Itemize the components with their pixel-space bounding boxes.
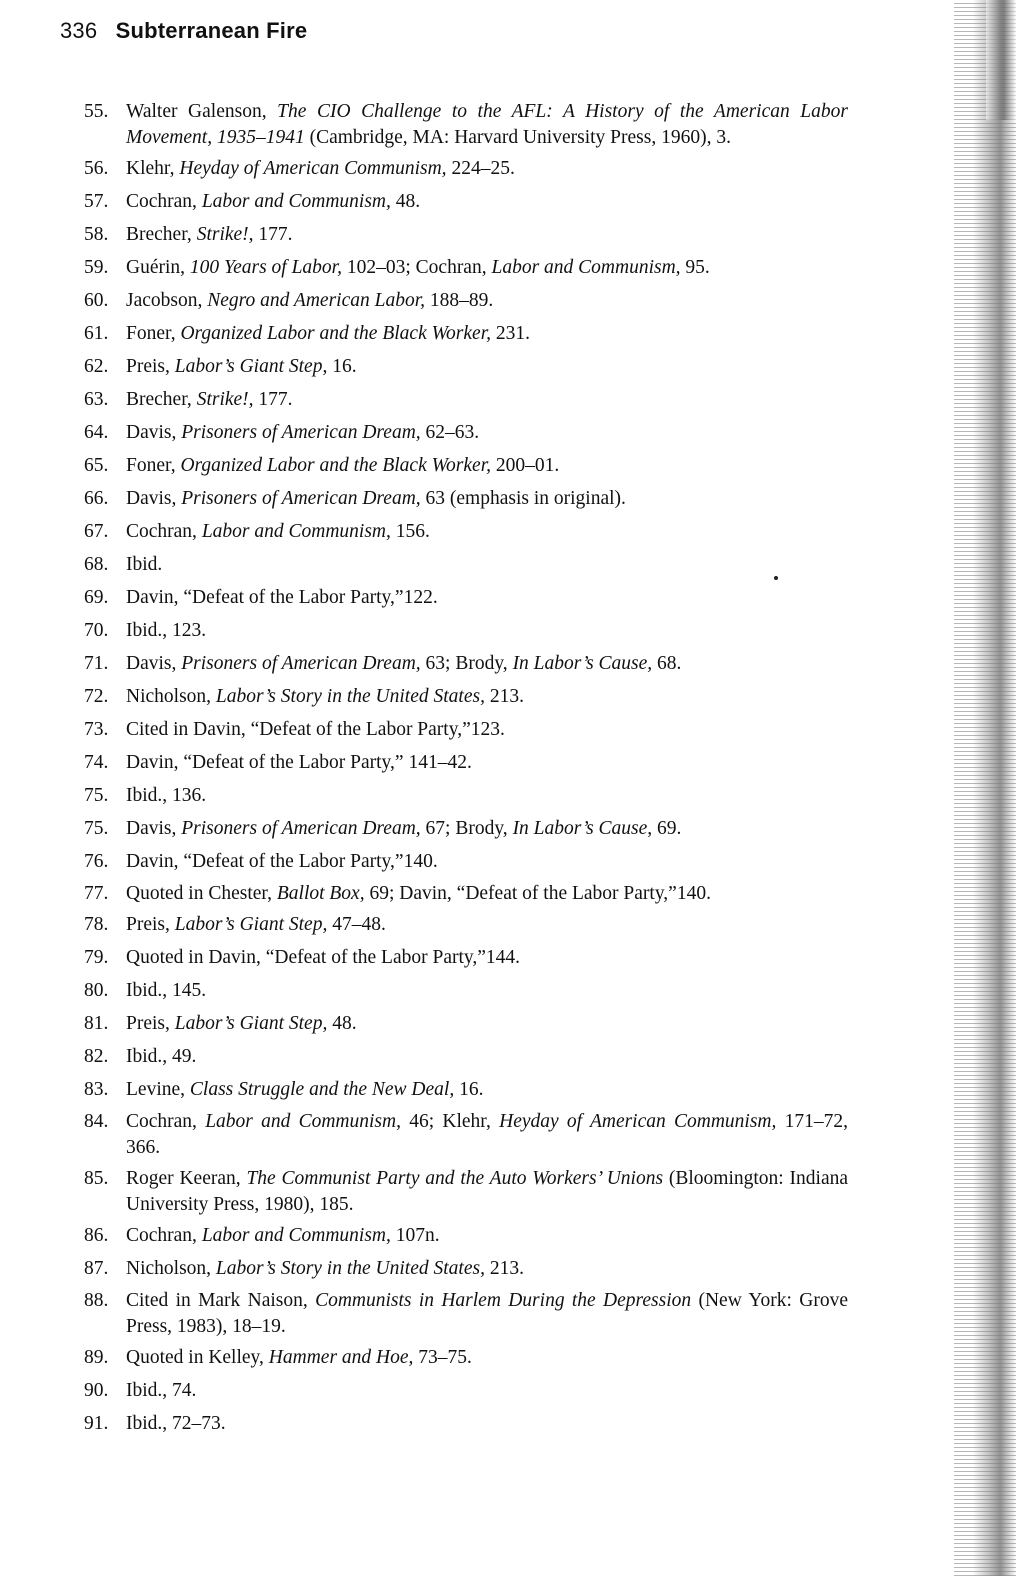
note-title: Strike!, (196, 389, 254, 411)
note-text: Davin, “Defeat of the Labor Party,”122. (126, 587, 438, 609)
note-title: Labor’s Giant Step, (174, 1013, 328, 1035)
note-80 (84, 977, 848, 1006)
note-text: Cochran, (126, 1225, 202, 1247)
note-number: 76. (84, 851, 109, 873)
note-text: Cochran, (126, 191, 202, 213)
note-number: 57. (84, 191, 109, 213)
note-text: Guérin, (126, 257, 190, 279)
note-text: 107n. (390, 1225, 440, 1247)
note-text: 177. (253, 224, 293, 246)
note-number: 72. (84, 686, 109, 708)
note-67 (84, 518, 848, 547)
note-title: Prisoners of American Dream, (181, 818, 421, 840)
note-text: 47–48. (327, 914, 386, 936)
note-text: 62–63. (420, 422, 480, 444)
note-text: 231. (491, 323, 531, 345)
note-text: Nicholson, (126, 686, 216, 708)
note-number: 90. (84, 1380, 109, 1402)
note-text: 48. (327, 1013, 357, 1035)
note-77 (84, 881, 848, 907)
note-text: 16. (454, 1079, 484, 1101)
note-text: 46; Klehr, (400, 1111, 500, 1133)
note-text: Walter Galenson, (126, 101, 278, 122)
note-text: Quoted in Kelley, (126, 1347, 269, 1369)
note-text: Cochran, (126, 521, 202, 543)
note-title: Organized Labor and the Black Worker, (180, 455, 492, 477)
note-number: 60. (84, 290, 109, 312)
note-number: 85. (84, 1167, 109, 1189)
note-text: Preis, (126, 356, 175, 378)
note-number: 56. (84, 158, 109, 180)
note-title: The Communist Party and the Auto Workers’ Unions (246, 1167, 664, 1189)
note-text: 171–72, 366. (126, 1111, 849, 1159)
note-text: Foner, (126, 455, 181, 477)
note-70 (84, 617, 848, 646)
note-title: Prisoners of American Dream, (181, 422, 421, 444)
note-90 (84, 1377, 848, 1406)
note-number: 91. (84, 1413, 109, 1435)
note-text: 224–25. (446, 158, 515, 180)
note-number: 75. (84, 785, 109, 807)
note-88 (84, 1288, 848, 1340)
note-text: Ibid., 123. (126, 620, 207, 642)
note-text: 69; Davin, “Defeat of the Labor Party,”140. (364, 883, 711, 905)
note-title: Organized Labor and the Black Worker, (180, 323, 492, 345)
note-text: Jacobson, (126, 290, 208, 312)
note-number: 71. (84, 653, 109, 675)
note-title: Labor’s Giant Step, (174, 914, 328, 936)
note-68 (84, 551, 848, 580)
note-title: Prisoners of American Dream, (181, 488, 421, 510)
note-text: Cited in Davin, “Defeat of the Labor Party,”123. (126, 719, 505, 741)
note-number: 63. (84, 389, 109, 411)
note-91 (84, 1410, 848, 1439)
note-text: (Bloomington: Indiana University Press, 1980), 185. (126, 1167, 848, 1215)
note-60 (84, 287, 848, 316)
note-title: In Labor’s Cause, (512, 818, 653, 840)
note-86 (84, 1222, 848, 1251)
note-text: Klehr, (126, 158, 180, 180)
note-number: 62. (84, 356, 109, 378)
note-title: Prisoners of American Dream, (181, 653, 421, 675)
note-text: 156. (390, 521, 430, 543)
note-title: Communists in Harlem During the Depression (315, 1290, 692, 1312)
note-73 (84, 716, 848, 745)
note-title: Labor’s Story in the United States, (215, 1258, 485, 1280)
note-text: Ibid., 74. (126, 1380, 197, 1402)
note-number: 58. (84, 224, 109, 246)
note-text: Preis, (126, 1013, 175, 1035)
note-title: Hammer and Hoe, (268, 1347, 414, 1369)
note-text: Cited in Mark Naison, (126, 1290, 316, 1312)
note-number: 78. (84, 914, 109, 936)
note-number: 88. (84, 1290, 109, 1312)
note-55 (84, 99, 848, 151)
note-72 (84, 683, 848, 712)
note-title: Heyday of American Communism, (499, 1111, 777, 1133)
note-number: 65. (84, 455, 109, 477)
note-number: 86. (84, 1225, 109, 1247)
note-85 (84, 1166, 848, 1218)
note-text: Quoted in Chester, (126, 883, 277, 905)
note-text: 68. (652, 653, 682, 675)
note-text: Cochran, (126, 1111, 206, 1133)
note-text: Brecher, (126, 389, 197, 411)
note-62 (84, 353, 848, 382)
note-79 (84, 944, 848, 973)
note-76 (84, 848, 848, 877)
note-title: Strike!, (196, 224, 254, 246)
note-58 (84, 221, 848, 250)
note-text: Foner, (126, 323, 181, 345)
note-text: Quoted in Davin, “Defeat of the Labor Party,”144. (126, 947, 521, 969)
note-title: Labor’s Story in the United States, (215, 686, 485, 708)
note-89 (84, 1344, 848, 1373)
note-number: 55. (84, 101, 109, 122)
note-number: 61. (84, 323, 109, 345)
note-number: 64. (84, 422, 109, 444)
note-title: Negro and American Labor, (207, 290, 426, 312)
note-71 (84, 650, 848, 679)
note-text: (Cambridge, MA: Harvard University Press, 1960), 3. (304, 127, 731, 148)
note-56 (84, 155, 848, 184)
note-text: 213. (484, 1258, 524, 1280)
note-number: 73. (84, 719, 109, 741)
note-text: Preis, (126, 914, 175, 936)
note-title: Ballot Box, (276, 883, 365, 905)
note-title: Heyday of American Communism, (179, 158, 447, 180)
note-text: Davis, (126, 488, 182, 510)
note-text: Roger Keeran, (126, 1167, 247, 1189)
note-text: Levine, (126, 1079, 190, 1101)
note-title: The CIO Challenge to the AFL: A History of the American Labor Movement, 1935–1941 (126, 101, 848, 148)
note-text: Davin, “Defeat of the Labor Party,” 141–42. (126, 752, 472, 774)
note-title: Labor and Communism, (201, 1225, 391, 1247)
note-text: Ibid., 145. (126, 980, 207, 1002)
note-text: Davin, “Defeat of the Labor Party,”140. (126, 851, 438, 873)
note-text: 213. (484, 686, 524, 708)
note-78 (84, 911, 848, 940)
note-text: 63; Brody, (420, 653, 513, 675)
note-number: 80. (84, 980, 109, 1002)
note-title: 100 Years of Labor, (189, 257, 342, 279)
note-title: Labor and Communism, (201, 521, 391, 543)
note-title: Labor and Communism, (491, 257, 681, 279)
note-66 (84, 485, 848, 514)
note-84 (84, 1109, 848, 1161)
note-75 (84, 782, 848, 811)
note-57 (84, 188, 848, 217)
page-header (60, 18, 307, 44)
note-text: Davis, (126, 818, 182, 840)
note-64 (84, 419, 848, 448)
note-text: 73–75. (413, 1347, 472, 1369)
scan-binding-shadow-top (986, 0, 1016, 120)
note-number: 75. (84, 818, 109, 840)
note-87 (84, 1255, 848, 1284)
note-69 (84, 584, 848, 613)
endnotes-list (84, 99, 848, 1443)
note-74 (84, 749, 848, 778)
stray-dot (774, 576, 778, 580)
note-number: 87. (84, 1258, 109, 1280)
note-text: Ibid., 72–73. (126, 1413, 226, 1435)
note-text: (New York: Grove Press, 1983), 18–19. (126, 1290, 848, 1338)
running-title: Subterranean Fire (115, 18, 308, 43)
note-81 (84, 1010, 848, 1039)
note-text: Brecher, (126, 224, 197, 246)
note-text: 69. (652, 818, 682, 840)
note-text: Ibid. (126, 554, 163, 576)
note-text: 67; Brody, (420, 818, 513, 840)
note-text: Nicholson, (126, 1258, 216, 1280)
note-number: 67. (84, 521, 109, 543)
note-65 (84, 452, 848, 481)
page-number: 336 (60, 18, 98, 43)
note-text: Davis, (126, 653, 182, 675)
scan-binding-shadow (954, 0, 1016, 1576)
note-text: 188–89. (425, 290, 494, 312)
note-61 (84, 320, 848, 349)
note-title: Labor and Communism, (201, 191, 391, 213)
note-text: 102–03; Cochran, (341, 257, 492, 279)
note-number: 89. (84, 1347, 109, 1369)
note-title: Class Struggle and the New Deal, (189, 1079, 455, 1101)
note-number: 84. (84, 1111, 109, 1133)
note-text: 16. (327, 356, 357, 378)
note-text: 63 (emphasis in original). (420, 488, 626, 510)
note-number: 81. (84, 1013, 109, 1035)
note-number: 82. (84, 1046, 109, 1068)
note-text: Ibid., 136. (126, 785, 207, 807)
note-number: 59. (84, 257, 109, 279)
note-text: 48. (390, 191, 421, 213)
note-number: 66. (84, 488, 109, 510)
note-number: 83. (84, 1079, 109, 1101)
note-63 (84, 386, 848, 415)
note-number: 79. (84, 947, 109, 969)
note-title: Labor and Communism, (205, 1111, 401, 1133)
note-title: In Labor’s Cause, (512, 653, 653, 675)
note-number: 69. (84, 587, 109, 609)
note-59 (84, 254, 848, 283)
note-text: Ibid., 49. (126, 1046, 197, 1068)
note-number: 74. (84, 752, 109, 774)
note-number: 77. (84, 883, 109, 905)
note-text: Davis, (126, 422, 182, 444)
note-82 (84, 1043, 848, 1072)
note-75-b (84, 815, 848, 844)
note-text: 177. (253, 389, 293, 411)
note-number: 70. (84, 620, 109, 642)
note-text: 200–01. (491, 455, 560, 477)
note-title: Labor’s Giant Step, (174, 356, 328, 378)
note-83 (84, 1076, 848, 1105)
note-text: 95. (680, 257, 710, 279)
note-number: 68. (84, 554, 109, 576)
